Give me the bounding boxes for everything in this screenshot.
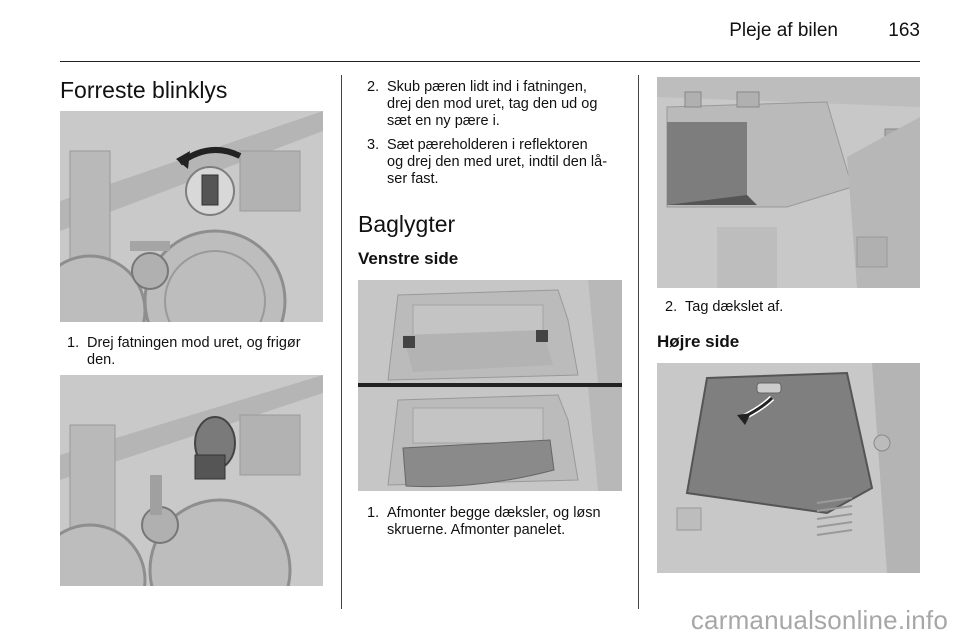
section-title-baglygter: Baglygter bbox=[358, 211, 456, 237]
step-text: Tag dækslet af. bbox=[685, 299, 784, 315]
left-taillight-figure bbox=[358, 280, 622, 491]
page-header bbox=[60, 0, 920, 62]
step-number: 1. bbox=[367, 505, 380, 521]
front-indicator-figure-2 bbox=[60, 375, 323, 586]
column-divider bbox=[638, 75, 639, 609]
step-number: 2. bbox=[665, 299, 678, 315]
subtitle-venstre-side: Venstre side bbox=[358, 249, 459, 268]
step-text: Afmonter begge dæksler, og løsn skruerne. Afmonter panelet. bbox=[387, 505, 601, 538]
step-text: Drej fatningen mod uret, og frigør den. bbox=[87, 335, 301, 368]
header-title: Pleje af bilen bbox=[729, 20, 838, 41]
step-number: 1. bbox=[67, 335, 80, 351]
front-indicator-figure-1 bbox=[60, 111, 323, 322]
step-number: 3. bbox=[367, 137, 380, 153]
column-divider bbox=[341, 75, 342, 609]
subtitle-hojre-side: Højre side bbox=[657, 332, 740, 351]
section-title-forreste-blinklys: Forreste blinklys bbox=[60, 77, 228, 103]
left-taillight-cover-figure bbox=[657, 77, 920, 288]
right-taillight-figure bbox=[657, 363, 920, 573]
watermark: carmanualsonline.info bbox=[690, 605, 948, 635]
page-number: 163 bbox=[888, 20, 920, 41]
step-text: Sæt pæreholderen i reflektoren og drej den med uret, indtil den lå- ser fast. bbox=[387, 137, 608, 187]
step-text: Skub pæren lidt ind i fatningen, drej den mod uret, tag den ud og sæt en ny pære i. bbox=[387, 79, 598, 129]
step-number: 2. bbox=[367, 79, 380, 95]
